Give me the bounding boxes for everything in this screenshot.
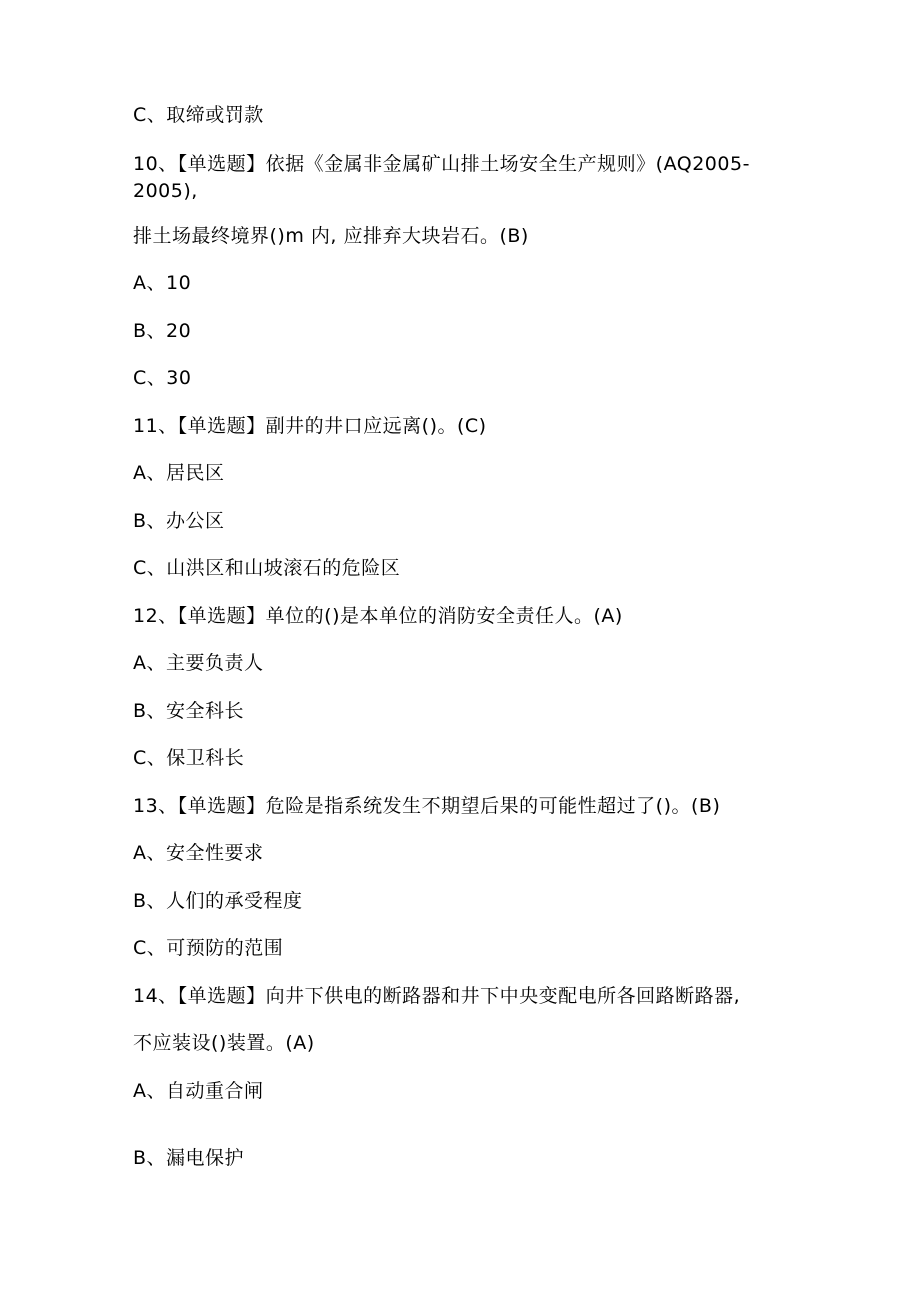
- q14-question-line-1: 14、【单选题】向井下供电的断路器和井下中央变配电所各回路断路器,: [133, 985, 741, 1007]
- q11-option-c: C、山洪区和山坡滚石的危险区: [133, 557, 401, 579]
- q11-option-a: A、居民区: [133, 462, 225, 484]
- q12-option-a: A、主要负责人: [133, 652, 264, 674]
- q10-option-a: A、10: [133, 272, 192, 294]
- q13-option-a: A、安全性要求: [133, 842, 264, 864]
- q12-option-c: C、保卫科长: [133, 747, 245, 769]
- q10-question-line-1: 10、【单选题】依据《金属非金属矿山排土场安全生产规则》(AQ2005-: [133, 153, 750, 175]
- q10-option-c: C、30: [133, 367, 192, 389]
- q12-option-b: B、安全科长: [133, 700, 245, 722]
- q13-option-b: B、人们的承受程度: [133, 890, 303, 912]
- q11-option-b: B、办公区: [133, 510, 225, 532]
- q10-option-b: B、20: [133, 320, 192, 342]
- q9-option-c: C、取缔或罚款: [133, 104, 264, 126]
- q13-option-c: C、可预防的范围: [133, 937, 284, 959]
- q13-question: 13、【单选题】危险是指系统发生不期望后果的可能性超过了()。(B): [133, 795, 721, 817]
- q14-option-a: A、自动重合闸: [133, 1080, 264, 1102]
- q11-question: 11、【单选题】副井的井口应远离()。(C): [133, 415, 487, 437]
- q10-question-line-2: 2005),: [133, 180, 198, 202]
- q14-option-b: B、漏电保护: [133, 1147, 245, 1169]
- q10-question-line-3: 排土场最终境界()m 内, 应排弃大块岩石。(B): [133, 225, 529, 247]
- q12-question: 12、【单选题】单位的()是本单位的消防安全责任人。(A): [133, 605, 623, 627]
- q14-question-line-2: 不应装设()装置。(A): [133, 1032, 315, 1054]
